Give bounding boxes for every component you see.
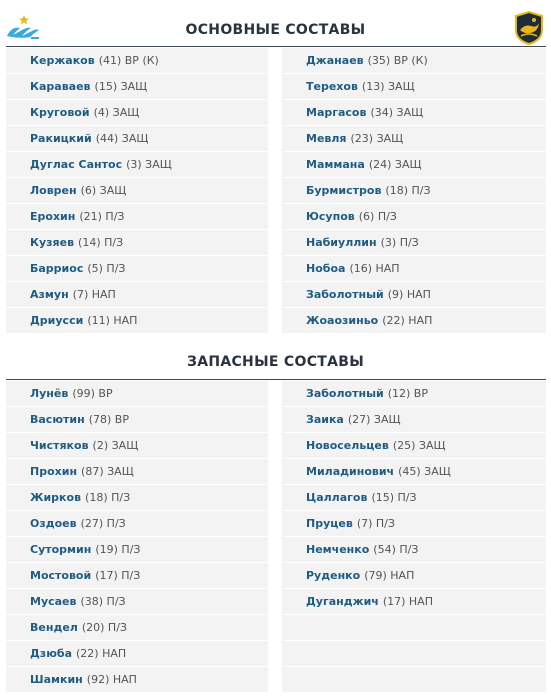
player-number-position: (22) НАП	[382, 314, 433, 327]
player-row	[6, 74, 268, 100]
empty-row	[282, 641, 546, 667]
player-number-position: (18) П/З	[385, 184, 431, 197]
player-row	[282, 74, 546, 100]
player-number-position: (15) П/З	[371, 491, 417, 504]
player-row	[282, 537, 546, 563]
player-number-position: (45) ЗАЩ	[398, 465, 451, 478]
player-row	[6, 459, 268, 485]
player-row	[6, 204, 268, 230]
player-row	[6, 256, 268, 282]
player-row	[282, 433, 546, 459]
player-number-position: (44) ЗАЩ	[95, 132, 149, 145]
player-number-position: (3) ЗАЩ	[126, 158, 172, 171]
player-number-position: (79) НАП	[364, 569, 415, 582]
player-name-link[interactable]: Лунёв	[30, 387, 69, 400]
player-number-position: (27) П/З	[80, 517, 126, 530]
player-name-link[interactable]: Ракицкий	[30, 132, 92, 145]
sochi-logo	[511, 10, 547, 46]
player-number-position: (11) НАП	[87, 314, 138, 327]
player-name-link[interactable]: Сутормин	[30, 543, 92, 556]
player-row	[282, 308, 546, 334]
player-name-link[interactable]: Караваев	[30, 80, 91, 93]
player-name-link[interactable]: Руденко	[306, 569, 361, 582]
player-name-link[interactable]: Жирков	[30, 491, 82, 504]
player-name-link[interactable]: Прохин	[30, 465, 78, 478]
player-number-position: (41) ВР (К)	[98, 54, 159, 67]
player-name-link[interactable]: Чистяков	[30, 439, 89, 452]
player-row	[6, 433, 268, 459]
player-name-link[interactable]: Терехов	[306, 80, 358, 93]
player-name-link[interactable]: Маргасов	[306, 106, 367, 119]
player-row	[282, 407, 546, 433]
empty-row	[282, 615, 546, 641]
player-name-link[interactable]: Заболотный	[306, 387, 384, 400]
player-number-position: (22) НАП	[76, 647, 127, 660]
player-row	[282, 100, 546, 126]
player-name-link[interactable]: Заика	[306, 413, 344, 426]
player-name-link[interactable]: Васютин	[30, 413, 85, 426]
player-name-link[interactable]: Жоаозиньо	[306, 314, 379, 327]
player-name-link[interactable]: Миладинович	[306, 465, 395, 478]
subs-lineups-divider	[6, 379, 546, 380]
player-number-position: (92) НАП	[86, 673, 137, 686]
player-name-link[interactable]: Дзюба	[30, 647, 72, 660]
player-number-position: (19) П/З	[95, 543, 141, 556]
subs-lineups-title: ЗАПАСНЫЕ СОСТАВЫ	[186, 354, 365, 370]
player-name-link[interactable]: Нобоа	[306, 262, 346, 275]
player-number-position: (2) ЗАЩ	[92, 439, 139, 452]
player-row	[6, 641, 268, 667]
player-row	[282, 485, 546, 511]
player-name-link[interactable]: Цаллагов	[306, 491, 368, 504]
player-number-position: (20) П/З	[81, 621, 127, 634]
player-row	[6, 381, 268, 407]
player-row	[282, 204, 546, 230]
player-number-position: (6) П/З	[358, 210, 397, 223]
player-row	[6, 615, 268, 641]
player-name-link[interactable]: Барриос	[30, 262, 84, 275]
player-number-position: (13) ЗАЩ	[361, 80, 415, 93]
player-number-position: (23) ЗАЩ	[350, 132, 404, 145]
player-row	[282, 230, 546, 256]
player-row	[6, 230, 268, 256]
player-name-link[interactable]: Кержаков	[30, 54, 95, 67]
player-name-link[interactable]: Кузяев	[30, 236, 75, 249]
player-number-position: (5) П/З	[87, 262, 126, 275]
player-name-link[interactable]: Набиуллин	[306, 236, 377, 249]
player-number-position: (15) ЗАЩ	[94, 80, 148, 93]
player-number-position: (24) ЗАЩ	[368, 158, 422, 171]
lineups-header	[0, 0, 551, 48]
player-name-link[interactable]: Юсупов	[306, 210, 355, 223]
player-row	[6, 407, 268, 433]
player-name-link[interactable]: Немченко	[306, 543, 370, 556]
player-row	[282, 126, 546, 152]
player-name-link[interactable]: Оздоев	[30, 517, 77, 530]
player-row	[282, 459, 546, 485]
player-row	[282, 282, 546, 308]
player-number-position: (87) ЗАЩ	[81, 465, 134, 478]
player-name-link[interactable]: Вендел	[30, 621, 78, 634]
player-number-position: (38) П/З	[80, 595, 126, 608]
player-name-link[interactable]: Дуганджич	[306, 595, 379, 608]
player-row	[282, 256, 546, 282]
player-number-position: (9) НАП	[387, 288, 431, 301]
player-row	[6, 48, 268, 74]
player-name-link[interactable]: Азмун	[30, 288, 69, 301]
player-number-position: (27) ЗАЩ	[347, 413, 401, 426]
player-row	[282, 48, 546, 74]
player-number-position: (17) НАП	[382, 595, 433, 608]
player-number-position: (6) ЗАЩ	[80, 184, 127, 197]
player-row	[6, 667, 268, 693]
player-name-link[interactable]: Маммана	[306, 158, 365, 171]
player-name-link[interactable]: Дуглас Сантос	[30, 158, 123, 171]
player-name-link[interactable]: Ловрен	[30, 184, 77, 197]
player-row	[282, 589, 546, 615]
player-row	[6, 126, 268, 152]
player-number-position: (78) ВР	[88, 413, 129, 426]
player-number-position: (54) П/З	[373, 543, 419, 556]
player-number-position: (14) П/З	[78, 236, 124, 249]
player-row	[6, 589, 268, 615]
player-name-link[interactable]: Шамкин	[30, 673, 83, 686]
player-name-link[interactable]: Джанаев	[306, 54, 364, 67]
player-row	[6, 485, 268, 511]
player-row	[6, 308, 268, 334]
player-row	[6, 178, 268, 204]
player-number-position: (18) П/З	[85, 491, 131, 504]
player-number-position: (12) ВР	[387, 387, 428, 400]
away-main-lineup	[282, 48, 546, 334]
main-lineups-title: ОСНОВНЫЕ СОСТАВЫ	[185, 22, 366, 38]
player-number-position: (16) НАП	[349, 262, 400, 275]
player-number-position: (25) ЗАЩ	[392, 439, 446, 452]
player-number-position: (17) П/З	[95, 569, 141, 582]
player-name-link[interactable]: Мусаев	[30, 595, 77, 608]
empty-row	[282, 667, 546, 693]
player-row	[6, 563, 268, 589]
player-row	[282, 381, 546, 407]
player-row	[6, 511, 268, 537]
player-name-link[interactable]: Круговой	[30, 106, 90, 119]
player-name-link[interactable]: Дриусси	[30, 314, 84, 327]
player-row	[282, 511, 546, 537]
player-name-link[interactable]: Новосельцев	[306, 439, 389, 452]
player-name-link[interactable]: Заболотный	[306, 288, 384, 301]
player-row	[282, 152, 546, 178]
player-row	[282, 563, 546, 589]
player-number-position: (21) П/З	[79, 210, 125, 223]
player-row	[6, 537, 268, 563]
player-row	[6, 152, 268, 178]
player-number-position: (99) ВР	[72, 387, 113, 400]
player-number-position: (35) ВР (К)	[367, 54, 428, 67]
player-number-position: (7) П/З	[356, 517, 395, 530]
player-name-link[interactable]: Ерохин	[30, 210, 76, 223]
player-number-position: (7) НАП	[72, 288, 116, 301]
player-name-link[interactable]: Мостовой	[30, 569, 92, 582]
player-row	[6, 100, 268, 126]
main-lineups-divider	[6, 46, 546, 47]
player-name-link[interactable]: Мевля	[306, 132, 347, 145]
player-number-position: (4) ЗАЩ	[93, 106, 140, 119]
player-number-position: (34) ЗАЩ	[370, 106, 424, 119]
player-name-link[interactable]: Пруцев	[306, 517, 353, 530]
player-number-position: (3) П/З	[380, 236, 419, 249]
player-row	[282, 178, 546, 204]
home-main-lineup	[6, 48, 268, 334]
away-subs-lineup	[282, 381, 546, 693]
player-name-link[interactable]: Бурмистров	[306, 184, 382, 197]
player-row	[6, 282, 268, 308]
home-subs-lineup	[6, 381, 268, 693]
